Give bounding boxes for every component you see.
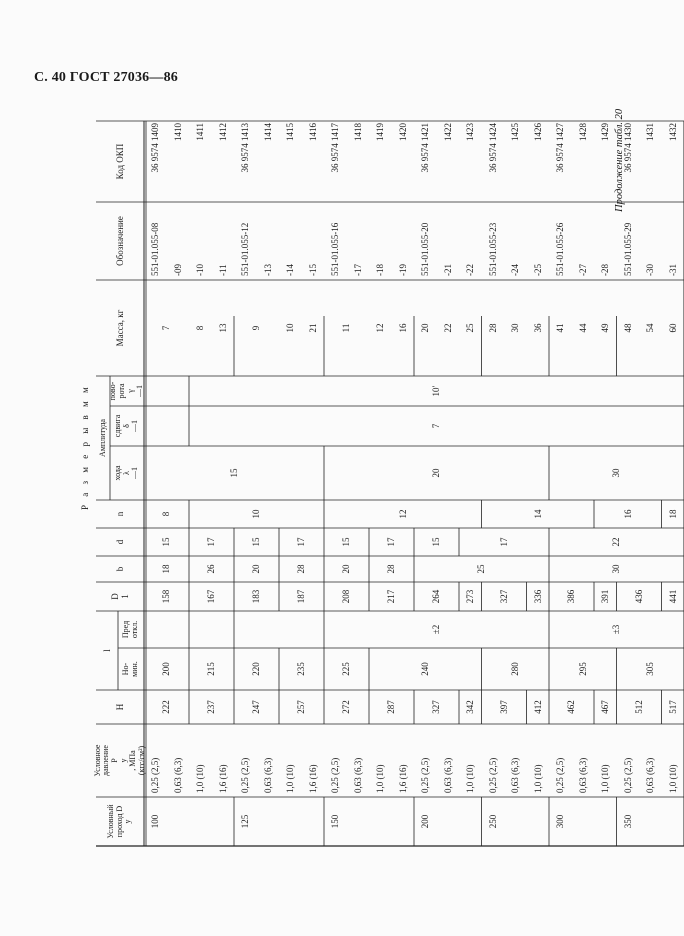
okp-code: 1426 [532,123,543,141]
mass-value: 11 [341,323,352,333]
l-deviation-value: ±3 [611,624,622,635]
dn-value: 350 [622,814,633,829]
header-pressure-line: у [119,758,128,763]
mass-value: 41 [555,323,566,333]
rotation-empty [144,376,189,406]
H-value: 247 [251,700,262,714]
header-D1-line: 1 [120,594,130,599]
b-value: 28 [386,564,397,574]
H-value: 342 [465,700,476,714]
D1-value: 436 [633,589,644,604]
designation-value: 551-01.055-23 [487,222,498,276]
designation-value: -14 [285,264,296,276]
header-pressure-line: , МПа [127,750,137,771]
designation-value: -10 [195,264,206,276]
header-designation: Обозначение [114,216,125,266]
okp-code: 1432 [667,123,678,141]
header-l-deviation-line: Пред [121,620,131,639]
d-value: 15 [431,537,442,547]
mass-value: 8 [195,325,206,331]
D1-value: 273 [465,589,476,604]
d-value: 17 [498,537,509,547]
D1-value: 183 [251,589,262,604]
designation-value: -27 [577,264,588,276]
pressure-value: 0,25 (2,5) [487,757,498,793]
okp-code: 36 9574 1424 [487,123,498,173]
okp-code: 36 9574 1430 [622,123,633,173]
mass-value: 25 [465,323,476,333]
pressure-value: 1,0 (10) [285,764,296,793]
mass-value: 16 [397,323,408,333]
mass-value: 9 [251,325,262,331]
pressure-value: 0,63 (6,3) [262,757,273,793]
mass-value: 21 [307,323,318,333]
header-rotation-line: пово- [108,381,118,401]
dimensions-caption: Р а з м е р ы в м м [80,384,90,510]
b-value: 20 [341,564,352,574]
okp-code: 1411 [195,123,206,141]
H-value: 517 [667,700,678,714]
d-value: 17 [206,537,217,547]
header-shift [110,406,144,446]
designation-value: -30 [645,264,656,276]
b-value: 28 [296,564,307,574]
pressure-value: 0,63 (6,3) [577,757,588,793]
H-value: 467 [600,700,611,714]
mass-value: 12 [375,323,386,333]
stroke-value: 15 [228,468,239,478]
l-nominal-value: 295 [577,662,588,676]
n-value: 16 [622,509,633,519]
mass-value: 13 [217,323,228,333]
header-l-deviation [118,611,144,648]
page-header: С. 40 ГОСТ 27036—86 [34,70,178,85]
b-value: 26 [206,564,217,574]
okp-code: 1412 [217,123,228,141]
mass-value: 28 [487,323,498,333]
H-value: 412 [532,700,543,714]
stroke-value: 30 [611,468,622,478]
H-value: 462 [566,700,577,714]
header-b: b [114,566,125,572]
D1-value: 158 [161,589,172,604]
d-value: 15 [341,537,352,547]
H-value: 327 [431,700,442,714]
mass-value: 44 [577,323,588,333]
header-stroke-line: хода [112,465,122,481]
pressure-value: 0,25 (2,5) [555,757,566,793]
designation-value: 551-01.055-26 [555,222,566,276]
okp-code: 1420 [397,123,408,141]
okp-code: 36 9574 1413 [240,123,251,173]
header-stroke-line: λ [121,471,131,475]
header-rotation-line: —1 [134,385,144,397]
header-l-nominal-line: Но- [121,662,131,676]
dn-value: 125 [240,814,251,829]
d-value: 15 [251,537,262,547]
b-value: 25 [476,564,487,574]
pressure-value: 0,63 (6,3) [172,757,183,793]
header-pressure-line: Условное [92,744,102,777]
l-nominal-value: 200 [161,662,172,676]
designation-value: -24 [510,264,521,276]
header-rotation-line: рота [117,383,127,399]
designation-value: 551-01.055-16 [330,222,341,276]
dn-value: 100 [150,814,161,829]
D1-value: 327 [498,589,509,604]
shift-value: 7 [431,423,442,429]
okp-code: 36 9574 1417 [330,123,341,173]
okp-code: 1423 [465,123,476,141]
header-okp: Код ОКП [114,143,125,180]
designation-value: -28 [600,264,611,276]
pressure-value: 0,25 (2,5) [420,757,431,793]
header-dn-line: Условный [105,804,115,839]
pressure-value: 1,0 (10) [375,764,386,793]
header-d: d [114,539,125,545]
designation-value: 551-01.055-08 [150,222,161,276]
n-value: 14 [532,509,543,519]
okp-code: 1415 [285,123,296,141]
H-value: 287 [386,700,397,714]
pressure-value: 1,6 (16) [307,764,318,793]
header-rotation-line: γ [126,389,135,393]
mass-value: 10 [285,323,296,333]
header-stroke-line: —1 [130,467,140,479]
header-dn [96,797,144,846]
dn-value: 200 [420,814,431,829]
header-l: l [101,649,112,652]
header-pressure-line: Р [110,758,120,763]
designation-value: -18 [375,264,386,276]
header-mass: Масса, кг [114,309,125,347]
okp-code: 1410 [172,123,183,141]
D1-value: 217 [386,589,397,604]
pressure-value: 0,63 (6,3) [352,757,363,793]
header-shift-line: δ [121,424,131,428]
pressure-value: 0,25 (2,5) [240,757,251,793]
H-value: 222 [161,700,172,714]
d-value: 22 [611,537,622,547]
pressure-value: 0,63 (6,3) [442,757,453,793]
okp-code: 1414 [262,123,273,141]
okp-code: 36 9574 1427 [555,123,566,173]
H-value: 397 [498,700,509,714]
d-value: 17 [386,537,397,547]
okp-code: 1419 [375,123,386,141]
designation-value: 551-01.055-29 [622,222,633,276]
header-D1-line: D [109,593,120,600]
pressure-value: 0,25 (2,5) [150,757,161,793]
mass-value: 30 [510,323,521,333]
n-value: 12 [397,509,408,519]
header-D1 [96,582,144,611]
l-deviation-value: ±2 [431,624,442,635]
mass-value: 20 [420,323,431,333]
pressure-value: 0,63 (6,3) [645,757,656,793]
D1-value: 187 [296,589,307,604]
okp-code: 1418 [352,123,363,141]
D1-value: 441 [667,589,678,604]
mass-value: 36 [532,323,543,333]
l-nominal-value: 225 [341,662,352,676]
mass-value: 54 [645,323,656,333]
mass-value: 60 [667,323,678,333]
pressure-value: 1,0 (10) [465,764,476,793]
header-amplitude: Амплитуда [97,419,107,457]
okp-code: 1429 [600,123,611,141]
header-pressure-line: давление [101,745,111,776]
l-nominal-value: 240 [420,662,431,676]
rotation-value: 10′ [431,385,442,397]
pressure-value: 1,0 (10) [195,764,206,793]
pressure-value: 0,25 (2,5) [622,757,633,793]
l-nominal-value: 280 [510,662,521,676]
designation-value: 551-01.055-12 [240,222,251,276]
header-shift-line: сдвига [112,414,122,438]
d-value: 17 [296,537,307,547]
stroke-value: 20 [431,468,442,478]
header-l-nominal [118,648,144,690]
okp-code: 1422 [442,123,453,141]
designation-value: -19 [397,264,408,276]
header-l-deviation-line: откл. [130,620,139,639]
D1-value: 336 [532,589,543,604]
designation-value: -11 [217,264,228,276]
pressure-value: 1,0 (10) [600,764,611,793]
H-value: 512 [633,700,644,714]
designation-value: -25 [532,264,543,276]
okp-code: 1428 [577,123,588,141]
shift-empty [144,406,189,446]
D1-value: 167 [206,589,217,604]
designation-value: -22 [465,264,476,276]
header-shift-line: —1 [130,420,140,432]
pressure-value: 1,0 (10) [532,764,543,793]
dn-value: 250 [487,814,498,829]
okp-code: 36 9574 1409 [150,123,161,173]
pressure-value: 0,63 (6,3) [510,757,521,793]
header-dn-line: у [123,819,133,824]
designation-value: -21 [442,264,453,276]
mass-value: 22 [442,323,453,333]
header-rotation [110,376,144,406]
okp-code: 1416 [307,123,318,141]
designation-value: 551-01.055-20 [420,222,431,276]
l-deviation-empty [189,611,234,648]
designation-value: -15 [307,264,318,276]
n-value: 18 [667,509,678,519]
b-value: 30 [611,564,622,574]
D1-value: 391 [600,589,611,604]
dn-value: 150 [330,814,341,829]
dn-value: 300 [555,814,566,829]
okp-code: 1431 [645,123,656,141]
designation-value: -13 [262,264,273,276]
d-value: 15 [161,537,172,547]
l-nominal-value: 215 [206,662,217,676]
pressure-value: 1,6 (16) [217,764,228,793]
pressure-value: 0,25 (2,5) [330,757,341,793]
designation-value: -17 [352,264,363,276]
header-pressure [92,724,146,797]
H-value: 237 [206,700,217,714]
designation-value: -31 [667,264,678,276]
l-nominal-value: 220 [251,662,262,676]
header-dn-line: проход D [114,805,124,838]
mass-value: 7 [161,325,172,331]
D1-value: 386 [566,589,577,604]
l-nominal-value: 235 [296,662,307,676]
table-continued-caption: Продолжение табл. 20 [614,108,625,212]
H-value: 272 [341,700,352,714]
H-value: 257 [296,700,307,714]
D1-value: 264 [431,589,442,604]
header-stroke [110,446,144,500]
okp-code: 36 9574 1421 [420,123,431,173]
okp-code: 1425 [510,123,521,141]
designation-value: -09 [172,264,183,276]
header-H: H [114,703,125,711]
l-nominal-value: 305 [645,662,656,676]
header-n: n [114,511,125,517]
mass-value: 48 [622,323,633,333]
pressure-value: 1,6 (16) [397,764,408,793]
header-l-nominal-line: мин. [130,661,139,677]
header-pressure-line: (кгс/см²) [136,745,146,776]
D1-value: 208 [341,589,352,604]
l-deviation-empty [234,611,324,648]
l-deviation-empty [144,611,189,648]
n-value: 8 [161,511,172,517]
b-value: 18 [161,564,172,574]
b-value: 20 [251,564,262,574]
pressure-value: 1,0 (10) [667,764,678,793]
n-value: 10 [251,509,262,519]
mass-value: 49 [600,323,611,333]
